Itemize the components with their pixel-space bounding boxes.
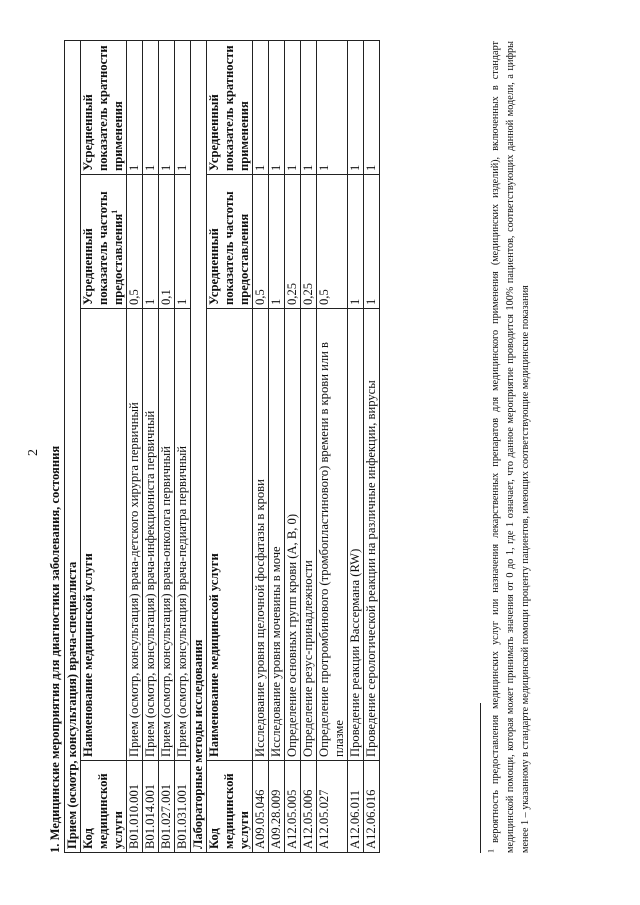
table-row bbox=[127, 40, 143, 852]
service-code: B01.014.001 bbox=[143, 761, 159, 853]
multiplicity-value: 1 bbox=[301, 40, 317, 174]
section-title: 1. Медицинские мероприятия для диагностики заболевания, состояния bbox=[48, 445, 62, 853]
table-row bbox=[159, 40, 175, 852]
frequency-value: 1 bbox=[364, 175, 380, 309]
service-code: A12.05.006 bbox=[301, 761, 317, 853]
frequency-value: 0,25 bbox=[301, 175, 317, 309]
service-code: B01.027.001 bbox=[159, 761, 175, 853]
header-multiplicity: Усредненный показатель кратности применения bbox=[207, 40, 253, 174]
service-code: B01.031.001 bbox=[175, 761, 191, 853]
multiplicity-value: 1 bbox=[317, 40, 348, 174]
header-frequency-text: Усредненный показатель частоты предоставления bbox=[81, 191, 125, 305]
multiplicity-value: 1 bbox=[127, 40, 143, 174]
footnote-mark: 1 bbox=[486, 849, 496, 853]
service-name: Прием (осмотр, консультация) врача-онколога первичный bbox=[159, 309, 175, 761]
multiplicity-value: 1 bbox=[143, 40, 159, 174]
service-name: Прием (осмотр, консультация) врача-педиатра первичный bbox=[175, 309, 191, 761]
table-header-row bbox=[207, 40, 253, 852]
header-frequency: Усредненный показатель частоты предоставления bbox=[207, 175, 253, 309]
service-name: Исследование уровня щелочной фосфатазы в крови bbox=[253, 309, 269, 761]
footnote bbox=[488, 41, 533, 853]
service-code: A12.06.011 bbox=[348, 761, 364, 853]
frequency-value: 1 bbox=[348, 175, 364, 309]
service-name: Определение основных групп крови (A, B, 0) bbox=[285, 309, 301, 761]
services-table bbox=[64, 40, 380, 853]
service-code: A09.28.009 bbox=[269, 761, 285, 853]
service-code: A12.05.027 bbox=[317, 761, 348, 853]
lab-title: Лабораторные методы исследования bbox=[191, 40, 207, 852]
table-row bbox=[175, 40, 191, 852]
multiplicity-value: 1 bbox=[159, 40, 175, 174]
frequency-value: 0,1 bbox=[159, 175, 175, 309]
multiplicity-value: 1 bbox=[285, 40, 301, 174]
consultations-title: Прием (осмотр, консультация) врача-специалиста bbox=[65, 40, 81, 852]
service-name: Определение резус-принадлежности bbox=[301, 309, 317, 761]
multiplicity-value: 1 bbox=[269, 40, 285, 174]
table-row bbox=[143, 40, 159, 852]
header-code: Код медицинской услуги bbox=[207, 761, 253, 853]
table-row bbox=[364, 40, 380, 852]
service-name: Определение протромбинового (тромбопластинового) времени в крови или в плазме bbox=[317, 309, 348, 761]
footnote-reference: 1 bbox=[109, 209, 119, 214]
multiplicity-value: 1 bbox=[364, 40, 380, 174]
page-number: 2 bbox=[26, 449, 41, 456]
table-row bbox=[253, 40, 269, 852]
service-name: Исследование уровня мочевины в моче bbox=[269, 309, 285, 761]
header-frequency bbox=[81, 175, 127, 309]
header-name: Наименование медицинской услуги bbox=[81, 309, 127, 761]
service-name: Прием (осмотр, консультация) врача-инфекциониста первичный bbox=[143, 309, 159, 761]
footnote-divider bbox=[480, 703, 481, 853]
table-header-row bbox=[81, 40, 127, 852]
table-row bbox=[348, 40, 364, 852]
table-row bbox=[285, 40, 301, 852]
service-name: Проведение серологической реакции на различные инфекции, вирусы bbox=[364, 309, 380, 761]
frequency-value: 0,25 bbox=[285, 175, 301, 309]
service-code: B01.010.001 bbox=[127, 761, 143, 853]
multiplicity-value: 1 bbox=[253, 40, 269, 174]
table-row bbox=[269, 40, 285, 852]
frequency-value: 0,5 bbox=[317, 175, 348, 309]
group-title-row bbox=[191, 40, 207, 852]
header-multiplicity: Усредненный показатель кратности применения bbox=[81, 40, 127, 174]
frequency-value: 1 bbox=[175, 175, 191, 309]
document-body bbox=[48, 41, 380, 853]
table-row bbox=[317, 40, 348, 852]
multiplicity-value: 1 bbox=[348, 40, 364, 174]
group-title-row bbox=[65, 40, 81, 852]
header-code: Код медицинской услуги bbox=[81, 761, 127, 853]
multiplicity-value: 1 bbox=[175, 40, 191, 174]
service-name: Проведение реакции Вассермана (RW) bbox=[348, 309, 364, 761]
header-name: Наименование медицинской услуги bbox=[207, 309, 253, 761]
frequency-value: 0,5 bbox=[127, 175, 143, 309]
service-code: A12.05.005 bbox=[285, 761, 301, 853]
frequency-value: 1 bbox=[143, 175, 159, 309]
footnote-text: вероятность предоставления медицинских услуг или назначения лекарственных препаратов для медицинского применения (медицинских изделий), включенных в стандарт медицинской помощи, которая может принимать значения от 0 до 1, где 1 означает, что данное мероприятие проводится 100% пациентов, соответствующих данной модели, а цифры менее 1 – указанному в стандарте медицинской помощи проценту пациентов, имеющих соответствующие медицинские показания bbox=[490, 41, 531, 853]
service-code: A09.05.046 bbox=[253, 761, 269, 853]
service-code: A12.06.016 bbox=[364, 761, 380, 853]
service-name: Прием (осмотр, консультация) врача-детского хирурга первичный bbox=[127, 309, 143, 761]
frequency-value: 1 bbox=[269, 175, 285, 309]
table-row bbox=[301, 40, 317, 852]
frequency-value: 0,5 bbox=[253, 175, 269, 309]
